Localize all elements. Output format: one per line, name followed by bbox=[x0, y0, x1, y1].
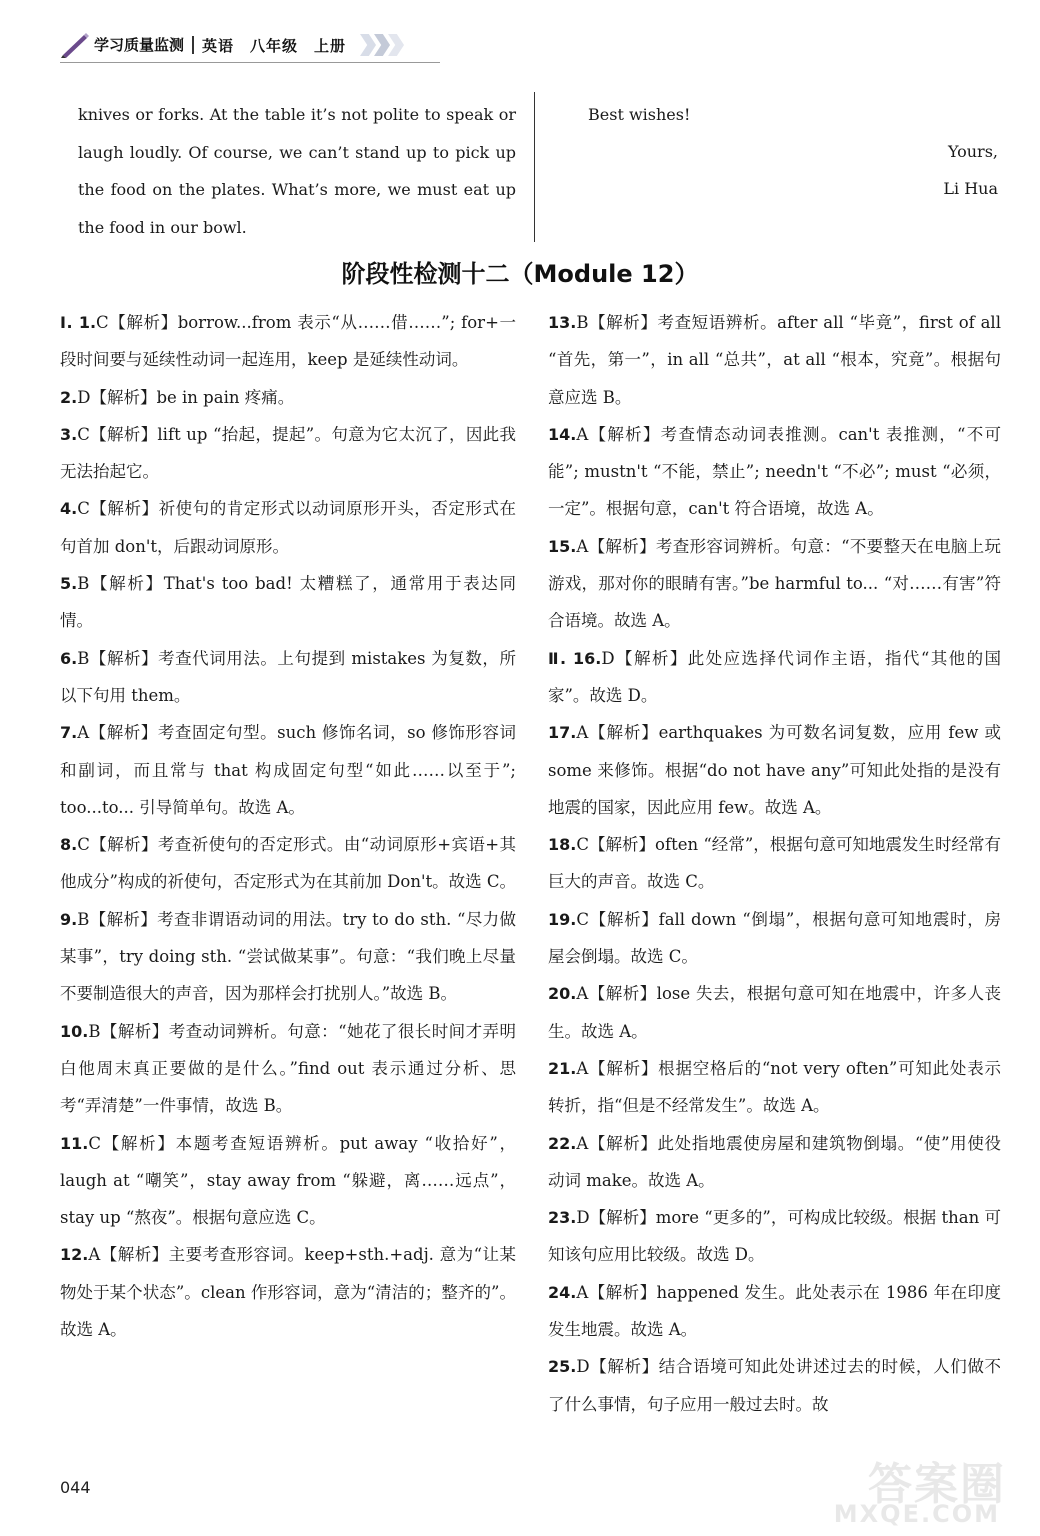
item-number: 21. bbox=[548, 1058, 577, 1078]
item-number: 8. bbox=[60, 835, 78, 855]
item-number: 7. bbox=[60, 723, 78, 743]
watermark-url-text: MXQE.COM bbox=[833, 1500, 1000, 1528]
letter-body-continuation: knives or forks. At the table it’s not polite to speak or laugh loudly. Of course, we can’t stand up to pick up the food on the plates. What’s more, we must eat up the food in our bowl. bbox=[78, 105, 516, 237]
item-text: D【解析】结合语境可知此处讲述过去的时候，人们做不了什么事情，句子应用一般过去时。故 bbox=[548, 1357, 1001, 1414]
answer-item bbox=[548, 826, 1001, 901]
chevron-decoration-icon bbox=[362, 34, 404, 56]
item-number: 9. bbox=[60, 909, 78, 929]
answer-item bbox=[60, 379, 516, 416]
item-number: 11. bbox=[60, 1133, 89, 1153]
answer-item bbox=[60, 1125, 516, 1237]
answer-column-right bbox=[548, 304, 1001, 1423]
letter-closing: Best wishes! bbox=[588, 105, 691, 124]
item-text: D【解析】more “更多的”，可构成比较级。根据 than 可知该句应用比较级。故选 D。 bbox=[548, 1208, 1001, 1265]
item-text: A【解析】考查固定句型。such 修饰名词，so 修饰形容词和副词，而且常与 that 构成固定句型“如此……以至于”; too...to... 引导简单句。故选 A。 bbox=[60, 723, 516, 817]
item-number: 2. bbox=[60, 387, 78, 407]
answer-item bbox=[548, 901, 1001, 976]
item-number: 14. bbox=[548, 424, 577, 444]
page-header bbox=[60, 30, 404, 60]
item-number: 22. bbox=[548, 1133, 577, 1153]
item-text: C【解析】fall down “倒塌”，根据句意可知地震时，房屋会倒塌。故选 C。 bbox=[548, 909, 1001, 967]
answer-item bbox=[60, 714, 516, 826]
answer-item bbox=[60, 490, 516, 565]
item-text: A【解析】根据空格后的“not very often”可知此处表示转折，指“但是不经常发生”。故选 A。 bbox=[548, 1058, 1001, 1116]
item-number: 10. bbox=[60, 1021, 89, 1041]
item-text: C【解析】本题考查短语辨析。put away “收拾好”，laugh at “嘲笑”，stay away from “躲避，离……远点”，stay up “熬夜”。根据句意应选 C。 bbox=[60, 1133, 516, 1228]
letter-signature-name: Li Hua bbox=[943, 179, 998, 198]
answer-item bbox=[60, 640, 516, 715]
item-number: 19. bbox=[548, 909, 577, 929]
answer-item bbox=[548, 1050, 1001, 1125]
answer-item bbox=[548, 304, 1001, 416]
answer-item bbox=[60, 304, 516, 379]
watermark-main-text: 答案圈 bbox=[868, 1459, 1006, 1510]
answer-item bbox=[548, 714, 1001, 826]
item-text: D【解析】be in pain 疼痛。 bbox=[77, 387, 295, 407]
pen-icon bbox=[60, 32, 90, 58]
answer-item bbox=[548, 975, 1001, 1050]
item-text: C【解析】祈使句的肯定形式以动词原形开头，否定形式在句首加 don't，后跟动词原形。 bbox=[60, 499, 516, 556]
series-title: 学习质量监测 bbox=[94, 36, 194, 54]
item-number: 25. bbox=[548, 1357, 577, 1377]
item-text: B【解析】考查动词辨析。句意：“她花了很长时间才弄明白他周末真正要做的是什么。”find out 表示通过分析、思考“弄清楚”一件事情，故选 B。 bbox=[60, 1021, 516, 1116]
answer-item bbox=[548, 1274, 1001, 1349]
item-text: B【解析】That's too bad! 太糟糕了，通常用于表达同情。 bbox=[60, 574, 516, 631]
item-number: 23. bbox=[548, 1208, 577, 1228]
answer-item bbox=[60, 1013, 516, 1125]
answer-item bbox=[60, 826, 516, 901]
answer-item bbox=[60, 901, 516, 1013]
item-text: A【解析】主要考查形容词。keep+sth.+adj. 意为“让某物处于某个状态”。clean 作形容词，意为“清洁的；整齐的”。故选 A。 bbox=[60, 1245, 516, 1340]
item-text: A【解析】earthquakes 为可数名词复数，应用 few 或 some 来修饰。根据“do not have any”可知此处指的是没有地震的国家，因此应用 few。故选 A。 bbox=[548, 723, 1001, 817]
letter-signoff bbox=[588, 96, 998, 207]
answer-item bbox=[548, 1199, 1001, 1274]
item-text: A【解析】考查情态动词表推测。can't 表推测，“不可能”; mustn't “不能，禁止”; needn't “不必”; must “必须，一定”。根据句意，can't 符合语境，故选 A。 bbox=[548, 424, 1001, 519]
item-number: Ⅰ. 1. bbox=[60, 313, 97, 332]
answer-item bbox=[60, 565, 516, 640]
answer-item bbox=[548, 640, 1001, 715]
answer-item bbox=[60, 1236, 516, 1348]
letter-yours: Yours, bbox=[947, 142, 998, 161]
item-text: C【解析】考查祈使句的否定形式。由“动词原形+宾语+其他成分”构成的祈使句，否定形式为在其前加 Don't。故选 C。 bbox=[60, 835, 517, 892]
item-text: A【解析】考查形容词辨析。句意：“不要整天在电脑上玩游戏，那对你的眼睛有害。”be harmful to... “对……有害”符合语境。故选 A。 bbox=[548, 536, 1001, 631]
answer-item bbox=[60, 416, 516, 491]
subject-grade: 英语 八年级 上册 bbox=[202, 36, 347, 55]
page-number: 044 bbox=[60, 1478, 91, 1497]
item-text: A【解析】此处指地震使房屋和建筑物倒塌。“使”用使役动词 make。故选 A。 bbox=[548, 1133, 1001, 1190]
column-divider bbox=[534, 92, 535, 242]
item-text: C【解析】often “经常”，根据句意可知地震发生时经常有巨大的声音。故选 C。 bbox=[548, 835, 1001, 892]
item-number: 12. bbox=[60, 1245, 89, 1265]
item-text: B【解析】考查代词用法。上句提到 mistakes 为复数，所以下句用 them。 bbox=[60, 648, 516, 705]
item-number: 17. bbox=[548, 723, 577, 743]
item-text: D【解析】此处应选择代词作主语，指代“其他的国家”。故选 D。 bbox=[548, 648, 1001, 705]
item-number: 20. bbox=[548, 984, 577, 1004]
item-number: Ⅱ. 16. bbox=[548, 648, 602, 668]
answer-item bbox=[548, 1125, 1001, 1200]
answer-column-left bbox=[60, 304, 516, 1348]
item-number: 4. bbox=[60, 499, 78, 519]
item-number: 3. bbox=[60, 424, 78, 444]
item-number: 15. bbox=[548, 536, 577, 556]
watermark-logo bbox=[833, 1448, 1006, 1534]
item-text: B【解析】考查非谓语动词的用法。try to do sth. “尽力做某事”，try doing sth. “尝试做某事”。句意：“我们晚上尽量不要制造很大的声音，因为那样会打扰别人。”故选 B。 bbox=[60, 909, 516, 1004]
item-number: 18. bbox=[548, 835, 577, 855]
item-text: C【解析】borrow...from 表示“从……借……”; for+一段时间要与延续性动词一起连用，keep 是延续性动词。 bbox=[60, 313, 516, 370]
item-text: A【解析】lose 失去，根据句意可知在地震中，许多人丧生。故选 A。 bbox=[548, 984, 1001, 1041]
item-text: B【解析】考查短语辨析。after all “毕竟”，first of all “首先，第一”，in all “总共”，at all “根本，究竟”。根据句意应选 B。 bbox=[548, 313, 1001, 407]
item-number: 5. bbox=[60, 574, 78, 594]
answer-item bbox=[548, 528, 1001, 640]
section-title: 阶段性检测十二（Module 12） bbox=[341, 260, 699, 288]
item-number: 6. bbox=[60, 648, 78, 668]
header-rule bbox=[60, 62, 440, 63]
answer-item bbox=[548, 1348, 1001, 1423]
item-number: 13. bbox=[548, 313, 577, 332]
item-text: A【解析】happened 发生。此处表示在 1986 年在印度发生地震。故选 A。 bbox=[548, 1282, 1001, 1340]
answer-item bbox=[548, 416, 1001, 528]
item-text: C【解析】lift up “抬起，提起”。句意为它太沉了，因此我无法抬起它。 bbox=[60, 424, 516, 482]
item-number: 24. bbox=[548, 1282, 577, 1302]
